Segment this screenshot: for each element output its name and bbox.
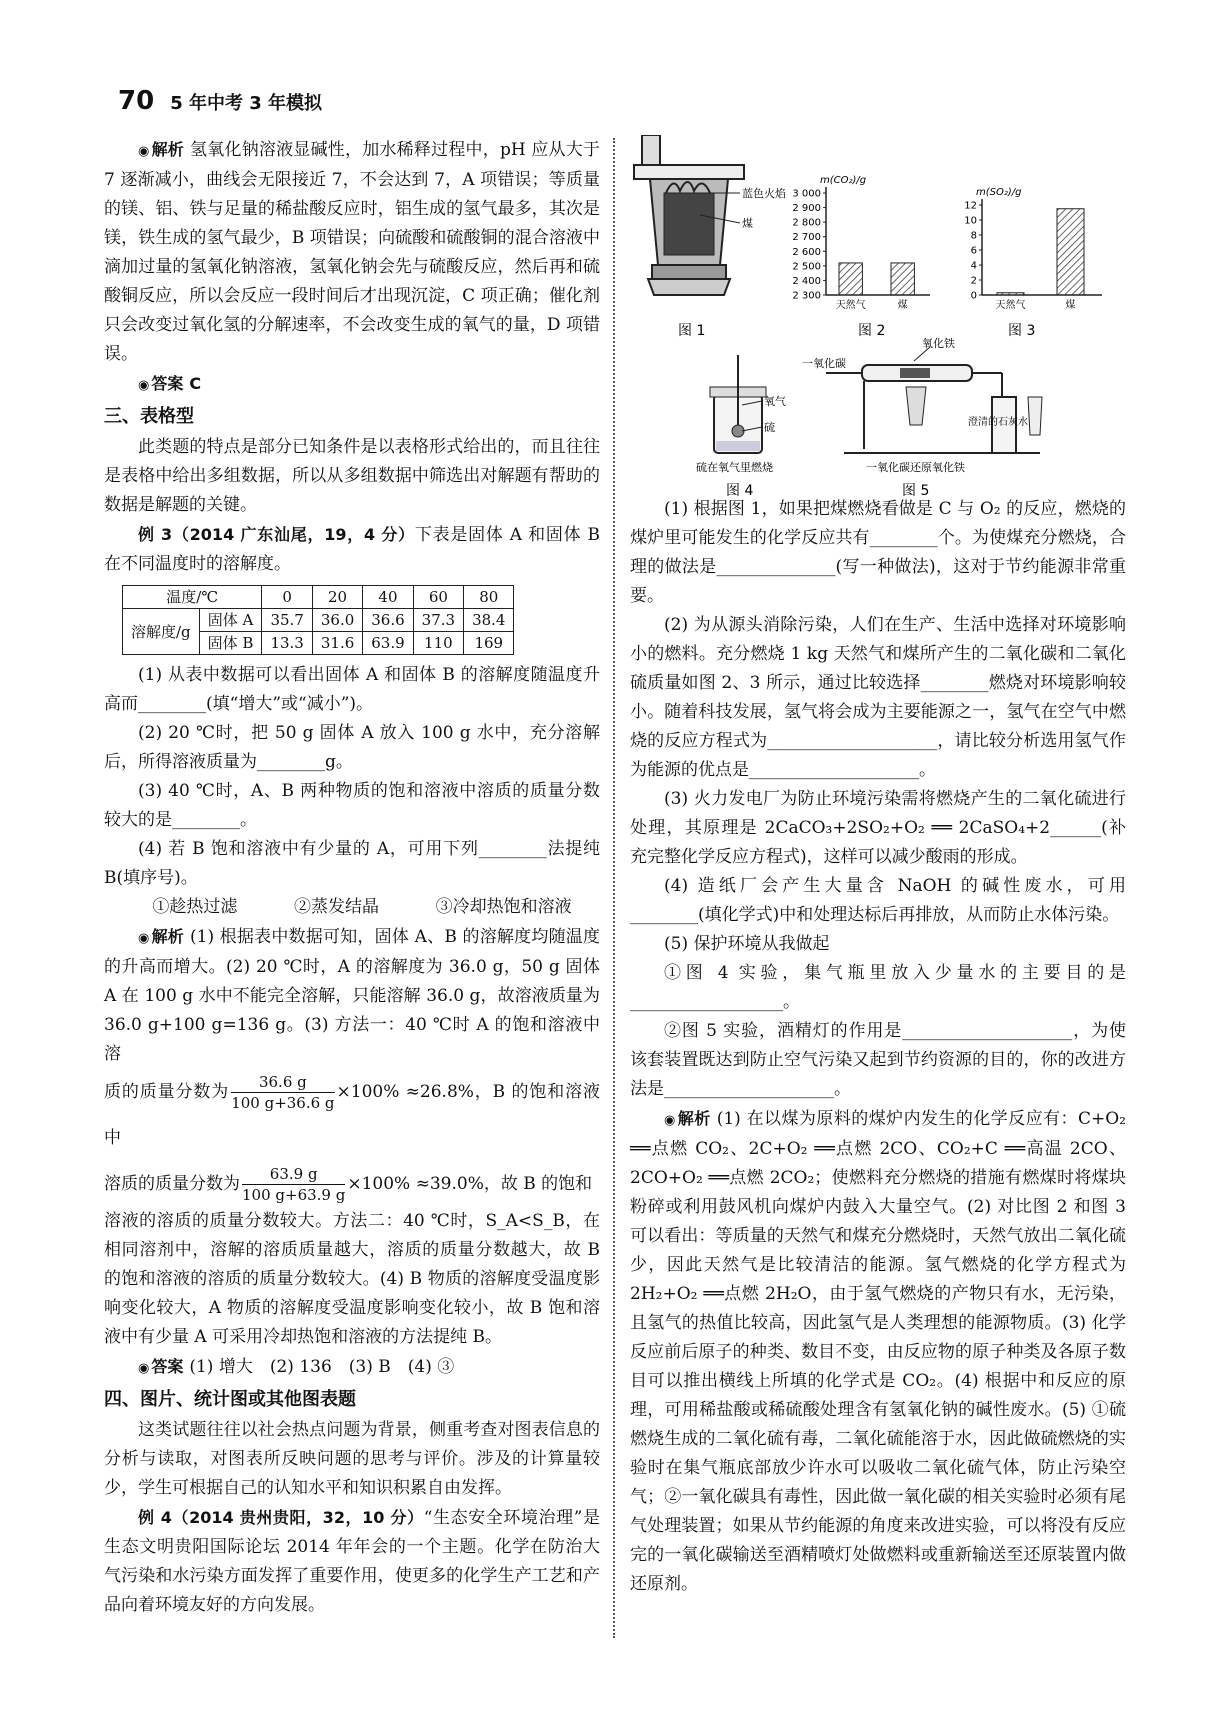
- chart-tick-label: 2 600: [792, 246, 821, 258]
- example-4-label: 例 4: [138, 1508, 172, 1527]
- table-cell: 36.0: [312, 609, 362, 632]
- chart-tick-label: 4: [970, 260, 977, 272]
- column-divider: [613, 138, 615, 1638]
- fraction-1: [231, 1072, 334, 1113]
- table-temp: 40: [363, 586, 413, 609]
- answer-tag: ◉ 答案: [138, 1357, 183, 1376]
- table-row-name: 固体 A: [199, 609, 262, 632]
- table-cell: 31.6: [312, 632, 362, 655]
- chart-category-label: 煤: [1065, 300, 1076, 311]
- analysis-3-fraction-2: [104, 1161, 600, 1207]
- chart-ylabel: m(SO₂)/g: [976, 187, 1022, 198]
- figure-5-subcaption: 一氧化碳还原氧化铁: [866, 461, 965, 474]
- right-column: [630, 135, 1126, 1599]
- chart-tick-label: 6: [970, 245, 977, 257]
- question-r3: (3) 火力发电厂为防止环境污染需将燃烧产生的二氧化硫进行处理，其原理是 2CaCO₃+2SO₂+O₂ ══ 2CaSO₄+2______(补充完整化学反应方程式)，这样可以减少酸雨的形成。: [630, 789, 1126, 867]
- chart-category-label: 天然气: [835, 300, 866, 311]
- figures: [630, 135, 1126, 555]
- question-r5b: ②图 5 实验，酒精灯的作用是____________________，为使该套装置既达到防止空气污染又起到节约资源的目的，你的改进方法是____________________。: [630, 1021, 1126, 1099]
- figure-5-label-limewater: 澄清的石灰水: [968, 417, 1028, 428]
- answer-3-value: (1) 增大 (2) 136 (3) B (4) ③: [189, 1357, 455, 1377]
- chart-tick-label: 8: [970, 230, 977, 242]
- book-title: 5 年中考 3 年模拟: [170, 93, 323, 114]
- example-3-label: 例 3: [138, 525, 173, 544]
- chart-tick-label: 12: [964, 200, 977, 212]
- table-cell: 110: [413, 632, 463, 655]
- figure-4-caption: 图 4: [726, 483, 754, 499]
- chart-bar: [1057, 209, 1084, 295]
- page-number: 70: [118, 86, 155, 116]
- example-4-source: （2014 贵州贵阳，32，10 分）: [171, 1508, 424, 1527]
- analysis-3: [104, 922, 600, 1069]
- option-1: ①趁热过滤: [152, 897, 238, 917]
- table-cell: 36.6: [363, 609, 413, 632]
- table-cell: 37.3: [413, 609, 463, 632]
- analysis-1: [104, 135, 600, 369]
- chart-tick-label: 2 500: [792, 261, 821, 273]
- answer-1: [104, 369, 600, 400]
- fraction-2-denominator: 100 g+63.9 g: [242, 1186, 346, 1204]
- table-header-temperature: 温度/℃: [123, 586, 262, 609]
- chart-tick-label: 10: [964, 215, 977, 227]
- chart-ylabel: m(CO₂)/g: [820, 175, 867, 186]
- question-r1: (1) 根据图 1，如果把煤燃烧看做是 C 与 O₂ 的反应，燃烧的煤炉里可能发生的化学反应共有________个。为使煤充分燃烧，合理的做法是______________(写一种做法)，这对于节约能源非常重要。: [630, 499, 1126, 606]
- analysis-3-text-d: 溶液的溶质的质量分数较大。方法二：40 ℃时，S_A<S_B，在相同溶剂中，溶解的溶质质量越大，溶质的质量分数越大，故 B 的饱和溶液的溶质的质量分数较大。(4) B 物质的溶解度受温度影响变化较大，A 物质的溶解度受温度影响变化较小，故 B 饱和溶液中有少量 A 可采用冷却热饱和溶液的方法提纯 B。: [104, 1211, 600, 1347]
- question-r4: (4) 造纸厂会产生大量含 NaOH 的碱性废水，可用________(填化学式)中和处理达标后再排放，从而防止水体污染。: [630, 876, 1126, 925]
- example-4-text: “生态安全环境治理”是生态文明贵阳国际论坛 2014 年年会的一个主题。化学在防治大气污染和水污染方面发挥了重要作用，使更多的化学生产工艺和产品向着环境友好的方向发展。: [104, 1508, 600, 1615]
- figure-5-caption: 图 5: [902, 483, 930, 499]
- chart-tick-label: 2 900: [792, 203, 821, 215]
- figure-4-subcaption: 硫在氧气里燃烧: [696, 461, 773, 474]
- question-4: (4) 若 B 饱和溶液中有少量的 A，可用下列________法提纯 B(填序号)。: [104, 839, 600, 888]
- chart-bar: [997, 293, 1024, 295]
- answer-3: [104, 1352, 600, 1383]
- chart-tick-label: 2: [970, 275, 977, 287]
- fraction-2-numerator: 63.9 g: [242, 1164, 345, 1185]
- chart-tick-label: 2 700: [792, 232, 821, 244]
- figure-3-chart: [964, 187, 1102, 311]
- table-row: [123, 609, 514, 632]
- figure-2-chart: [792, 175, 930, 311]
- figure-4-apparatus: [710, 355, 766, 453]
- figure-5-apparatus: [826, 347, 1042, 453]
- section-3-title: 三、表格型: [104, 406, 194, 427]
- table-cell: 35.7: [262, 609, 312, 632]
- question-1: (1) 从表中数据可以看出固体 A 和固体 B 的溶解度随温度升高而________(填“增大”或“减小”)。: [104, 665, 600, 714]
- table-cell: 13.3: [262, 632, 312, 655]
- figure-4-label-oxygen: 氧气: [764, 395, 786, 408]
- chart-tick-label: 2 800: [792, 217, 821, 229]
- figure-1-stove: [634, 135, 744, 295]
- example-3-text: 下表是固体 A 和固体 B 在不同温度时的溶解度。: [104, 525, 600, 574]
- figure-2-caption: 图 2: [858, 323, 886, 339]
- table-temp: 0: [262, 586, 312, 609]
- analysis-tag: ◉ 解析: [138, 927, 184, 946]
- analysis-3-text-c2: ×100% ≈39.0%，故 B 的饱和: [347, 1174, 593, 1194]
- analysis-3-text-b2: ×100% ≈26.8%，B 的饱和溶液中: [104, 1082, 600, 1148]
- figure-1-label-flame: 蓝色火焰: [742, 187, 786, 200]
- fraction-1-denominator: 100 g+36.6 g: [231, 1094, 335, 1112]
- solubility-table: [122, 585, 514, 655]
- analysis-4: [630, 1104, 1126, 1599]
- figure-4-label-sulfur: 硫: [764, 421, 775, 434]
- analysis-tag: ◉ 解析: [138, 140, 184, 159]
- table-cell: 63.9: [363, 632, 413, 655]
- table-temp: 60: [413, 586, 463, 609]
- figure-1-caption: 图 1: [678, 323, 706, 339]
- chart-category-label: 天然气: [995, 300, 1026, 311]
- chart-tick-label: 2 300: [792, 290, 821, 302]
- figure-5-label-fe2o3: 氧化铁: [922, 337, 955, 350]
- analysis-3-fraction-1: [104, 1069, 600, 1161]
- table-cell: 169: [464, 632, 514, 655]
- question-r2: (2) 为从源头消除污染，人们在生产、生活中选择对环境影响小的燃料。充分燃烧 1 kg 天然气和煤所产生的二氧化碳和二氧化硫质量如图 2、3 所示，通过比较选择________燃烧对环境影响较小。随着科技发展，氢气将会成为主要能源之一，氢气在空气中燃烧的反应方程式为____________________，请比较分析选用氢气作为能源的优点是____________________。: [630, 615, 1126, 780]
- section-4-title: 四、图片、统计图或其他图表题: [104, 1389, 356, 1410]
- answer-1-value: C: [189, 374, 202, 393]
- question-2: (2) 20 ℃时，把 50 g 固体 A 放入 100 g 水中，充分溶解后，所得溶液质量为________g。: [104, 723, 600, 772]
- figure-1-label-coal: 煤: [742, 217, 753, 230]
- example-3-source: （2014 广东汕尾，19，4 分）: [172, 525, 415, 544]
- answer-tag: ◉ 答案: [138, 374, 183, 393]
- figure-5-label-co: 一氧化碳: [802, 357, 846, 370]
- table-temp: 20: [312, 586, 362, 609]
- chart-tick-label: 0: [970, 290, 977, 302]
- question-r5a: ①图 4 实验，集气瓶里放入少量水的主要目的是__________________。: [630, 963, 1126, 1012]
- chart-category-label: 煤: [897, 300, 908, 311]
- table-row-name: 固体 B: [199, 632, 262, 655]
- chart-tick-label: 2 400: [792, 275, 821, 287]
- table-cell: 38.4: [464, 609, 514, 632]
- fraction-1-numerator: 36.6 g: [231, 1072, 334, 1093]
- analysis-3-text-b: 质的质量分数为: [104, 1082, 230, 1102]
- table-header-solubility: 溶解度/g: [123, 609, 200, 655]
- options: [124, 893, 600, 922]
- example-4-stem: [104, 1503, 600, 1620]
- chart-bar: [891, 263, 914, 295]
- table-temp: 80: [464, 586, 514, 609]
- example-3-stem: [104, 520, 600, 579]
- right-text: [630, 495, 1126, 1599]
- option-2: ②蒸发结晶: [293, 897, 379, 917]
- question-r5: (5) 保护环境从我做起: [664, 934, 830, 954]
- analysis-1-text: 氢氧化钠溶液显碱性，加水稀释过程中，pH 应从大于 7 逐渐减小，曲线会无限接近 7，不会达到 7，A 项错误；等质量的镁、铝、铁与足量的稀盐酸反应时，铝生成的氢气最多，其次是镁，铁生成的氢气最少，B 项错误；向硫酸和硫酸铜的混合溶液中滴加过量的氢氧化钠溶液，氢氧化钠会先与硫酸反应，然后再和硫酸铜反应，所以会反应一段时间后才出现沉淀，C 项正确；催化剂只会改变过氧化氢的分解速率，不会改变生成的氧气的量，D 项错误。: [104, 140, 600, 364]
- analysis-tag: ◉ 解析: [664, 1109, 711, 1128]
- fraction-2: [242, 1164, 345, 1205]
- chart-bar: [839, 263, 862, 295]
- left-column: [104, 135, 600, 1620]
- analysis-3-text-a: (1) 根据表中数据可知，固体 A、B 的溶解度均随温度的升高而增大。(2) 20 ℃时，A 的溶解度为 36.0 g，50 g 固体 A 在 100 g 水中不能完全溶解，只能溶解 36.0 g，故溶液质量为 36.0 g+100 g=136 g。(3) 方法一：40 ℃时 A 的饱和溶液中溶: [104, 927, 600, 1064]
- analysis-4-text: (1) 在以煤为原料的煤炉内发生的化学反应有：C+O₂ ══点燃 CO₂、2C+O₂ ══点燃 2CO、CO₂+C ══高温 2CO、2CO+O₂ ══点燃 2CO₂；使燃料充分燃烧的措施有燃煤时将煤块粉碎或利用鼓风机向煤炉内鼓入大量空气。(2) 对比图 2 和图 3 可以看出：等质量的天然气和煤充分燃烧时，天然气放出二氧化硫少，因此天然气是比较清洁的能源。氢气燃烧的化学方程式为 2H₂+O₂ ══点燃 2H₂O，由于氢气燃烧的产物只有水，无污染，且氢气的热值比较高，因此氢气是人类理想的能源物质。(3) 化学反应前后原子的种类、数目不变，由反应物的原子种类及各原子数目可以推出横线上所填的化学式是 CO₂。(4) 根据中和反应的原理，可用稀盐酸或稀硫酸处理含有氢氧化钠的碱性废水。(5) ①硫燃烧生成的二氧化硫有毒，二氧化硫能溶于水，因此做硫燃烧的实验时在集气瓶底部放少许水可以吸收二氧化硫气体，防止污染空气；②一氧化碳具有毒性，因此做一氧化碳的相关实验时必须有尾气处理装置；如果从节约能源的角度来改进实验，可以将没有反应完的一氧化碳输送至酒精喷灯处做燃料或重新输送至还原装置内做还原剂。: [630, 1109, 1126, 1594]
- chart-tick-label: 3 000: [792, 188, 821, 200]
- option-3: ③冷却热饱和溶液: [435, 897, 572, 917]
- page-header: [118, 86, 322, 120]
- figures-svg: [630, 135, 1126, 555]
- figure-3-caption: 图 3: [1008, 323, 1036, 339]
- analysis-3-text-c: 溶质的质量分数为: [104, 1174, 240, 1194]
- section-3-intro: 此类题的特点是部分已知条件是以表格形式给出的，而且往往是表格中给出多组数据，所以从多组数据中筛选出对解题有帮助的数据是解题的关键。: [104, 437, 600, 515]
- section-4-intro: 这类试题往往以社会热点问题为背景，侧重考查对图表信息的分析与读取，对图表所反映问题的思考与评价。涉及的计算量较少，学生可根据自己的认知水平和知识积累自由发挥。: [104, 1420, 600, 1498]
- question-3: (3) 40 ℃时，A、B 两种物质的饱和溶液中溶质的质量分数较大的是________。: [104, 781, 600, 830]
